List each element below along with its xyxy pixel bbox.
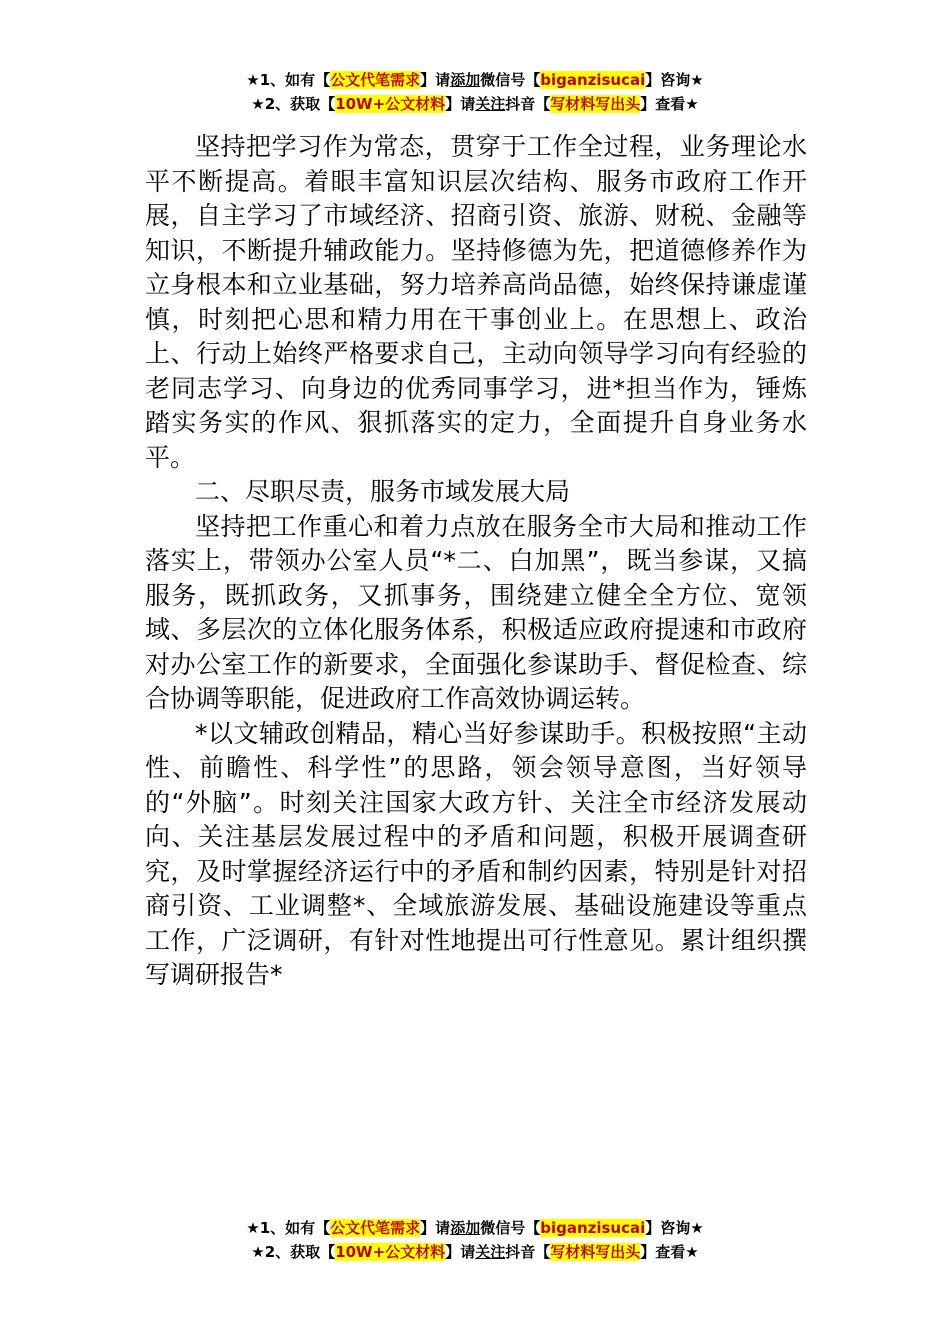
ad-highlight-wechat-id: biganzisucai xyxy=(540,1219,646,1237)
ad-text: 】请 xyxy=(420,71,451,89)
ad-text: 】咨询★ xyxy=(645,1219,704,1237)
ad-text: ★1、如有【 xyxy=(246,1219,331,1237)
ad-text: 微信号【 xyxy=(480,1219,541,1237)
ad-text: 】查看★ xyxy=(640,95,699,113)
ad-highlight-service: 公文代笔需求 xyxy=(330,1219,421,1237)
ad-highlight-materials: 10W+公文材料 xyxy=(335,1243,446,1261)
ad-highlight-materials: 10W+公文材料 xyxy=(335,95,446,113)
document-body xyxy=(145,130,807,993)
header-ad-line-1 xyxy=(0,68,950,92)
footer-ad xyxy=(0,1216,950,1264)
section-heading-2: 二、尽职尽责，服务市域发展大局 xyxy=(195,477,571,506)
ad-text: ★2、获取【 xyxy=(251,95,336,113)
ad-highlight-douyin-id: 写材料写出头 xyxy=(550,1243,641,1261)
ad-text: 】查看★ xyxy=(640,1243,699,1261)
footer-ad-line-1 xyxy=(0,1216,950,1240)
ad-text: 】请 xyxy=(420,1219,451,1237)
footer-ad-line-2 xyxy=(0,1240,950,1264)
header-ad xyxy=(0,68,950,116)
ad-text: ★1、如有【 xyxy=(246,71,331,89)
ad-text: 】请 xyxy=(445,1243,476,1261)
ad-underline-add: 添加 xyxy=(450,71,481,89)
ad-highlight-service: 公文代笔需求 xyxy=(330,71,421,89)
ad-text: 】咨询★ xyxy=(645,71,704,89)
ad-highlight-douyin-id: 写材料写出头 xyxy=(550,95,641,113)
ad-text: 】请 xyxy=(445,95,476,113)
ad-text: 抖音【 xyxy=(505,1243,551,1261)
ad-text: ★2、获取【 xyxy=(251,1243,336,1261)
ad-underline-follow: 关注 xyxy=(475,1243,506,1261)
ad-text: 抖音【 xyxy=(505,95,551,113)
ad-underline-follow: 关注 xyxy=(475,95,506,113)
header-ad-line-2 xyxy=(0,92,950,116)
ad-highlight-wechat-id: biganzisucai xyxy=(540,71,646,89)
paragraph-advisor: *以文辅政创精品，精心当好参谋助手。积极按照“主动性、前瞻性、科学性”的思路，领会领导意图，当好领导的“外脑”。时刻关注国家大政方针、关注全市经济发展动向、关注基层发展过程中的矛盾和问题，积极开展调查研究，及时掌握经济运行中的矛盾和制约因素，特别是针对招商引资、工业调整*、全域旅游发展、基础设施建设等重点工作，广泛调研，有针对性地提出可行性意见。累计组织撰写调研报告* xyxy=(145,718,807,989)
paragraph-study: 坚持把学习作为常态，贯穿于工作全过程，业务理论水平不断提高。着眼丰富知识层次结构、服务市政府工作开展，自主学习了市域经济、招商引资、旅游、财税、金融等知识，不断提升辅政能力。坚持修德为先，把道德修养作为立身根本和立业基础，努力培养高尚品德，始终保持谦虚谨慎，时刻把心思和精力用在干事创业上。在思想上、政治上、行动上始终严格要求自己，主动向领导学习向有经验的老同志学习、向身边的优秀同事学习，进*担当作为，锤炼踏实务实的作风、狠抓落实的定力，全面提升自身业务水平。 xyxy=(145,132,807,472)
paragraph-service: 坚持把工作重心和着力点放在服务全市大局和推动工作落实上，带领办公室人员“*二、白加黑”，既当参谋，又搞服务，既抓政务，又抓事务，围绕建立健全全方位、宽领域、多层次的立体化服务体系，积极适应政府提速和市政府对办公室工作的新要求，全面强化参谋助手、督促检查、综合协调等职能，促进政府工作高效协调运转。 xyxy=(145,511,807,713)
ad-text: 微信号【 xyxy=(480,71,541,89)
ad-underline-add: 添加 xyxy=(450,1219,481,1237)
